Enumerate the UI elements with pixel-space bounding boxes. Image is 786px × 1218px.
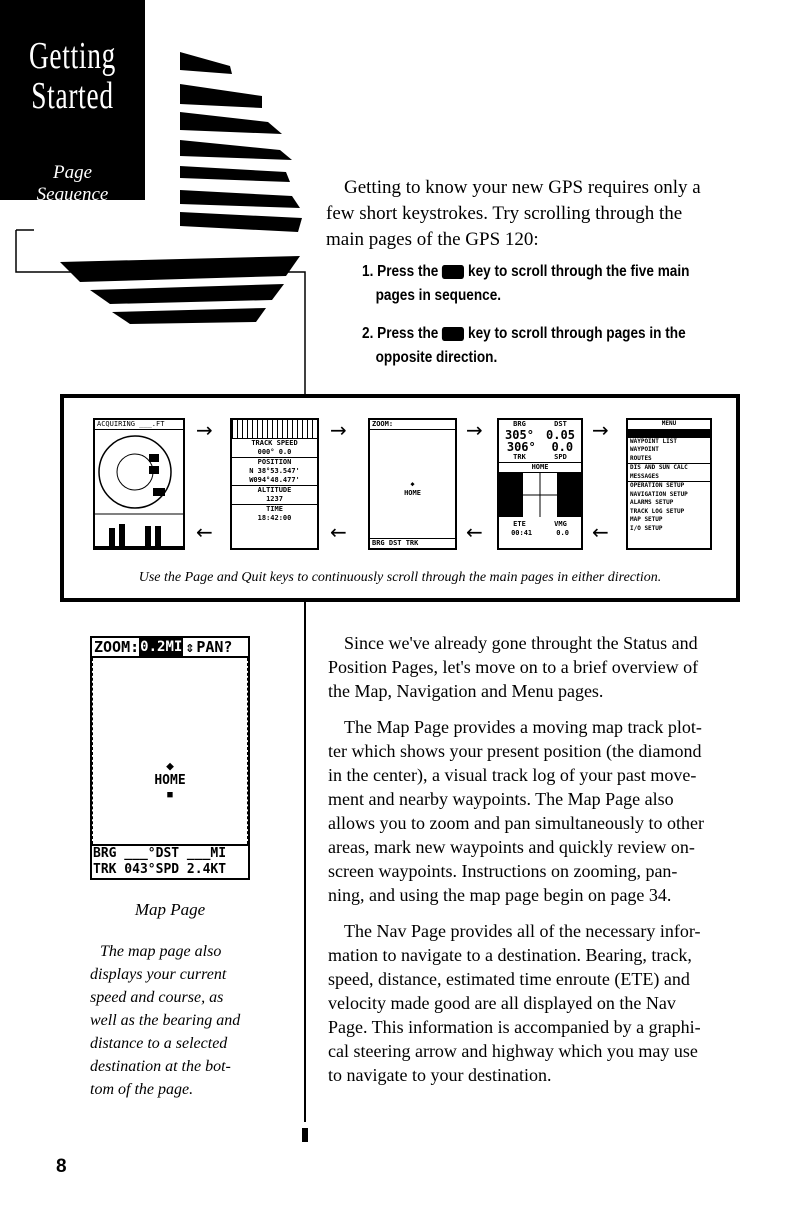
sidebar-line: The map page also <box>100 943 222 960</box>
lcd-text: 0.0 <box>551 440 574 454</box>
right-arrow-icon: → <box>592 418 609 442</box>
status-line: ACQUIRING ___.FT <box>95 420 183 430</box>
zoom-label: ZOOM: <box>94 638 140 656</box>
menu-item: ROUTES <box>630 454 652 462</box>
body-line: speed, distance, estimated time enroute (ETE) and <box>328 969 690 989</box>
up-down-icon: ⇕ <box>185 638 195 656</box>
paragraph <box>328 919 748 1087</box>
right-arrow-icon: → <box>196 418 213 442</box>
menu-item: TRACK LOG SETUP <box>630 507 685 515</box>
home-waypoint-label: HOME <box>154 773 186 788</box>
step-text: opposite direction. <box>375 349 498 366</box>
lcd-text: 1237 <box>266 495 283 503</box>
lcd-text: 18:42:00 <box>257 514 292 522</box>
step-text: pages in sequence. <box>375 287 502 304</box>
lcd-text: BRG <box>513 420 526 428</box>
body-line: to navigate to your destination. <box>328 1065 552 1085</box>
body-line: Since we've already gone throught the Status and <box>344 633 698 653</box>
map-page-screen-small <box>368 418 457 550</box>
paragraph <box>328 631 748 703</box>
sidebar-line: distance to a selected <box>90 1035 228 1052</box>
body-text <box>328 631 748 1087</box>
menu-item: MAP SETUP <box>630 516 663 523</box>
page-key-icon <box>442 265 464 279</box>
body-line: areas, mark new waypoints and quickly review on- <box>328 837 695 857</box>
column-divider <box>304 602 306 1122</box>
map-page-screen <box>90 636 250 880</box>
lcd-text: TIME <box>232 504 317 514</box>
body-line: Page. This information is accompanied by a graphi- <box>328 1017 701 1037</box>
menu-highlight <box>628 430 710 438</box>
bearing-distance-row: BRG ___°DST ___MI <box>93 846 227 861</box>
status-page-screen <box>93 418 185 550</box>
position-page-screen <box>230 418 319 550</box>
menu-item: NAVIGATION SETUP <box>630 490 688 498</box>
lcd-text: TRK <box>513 453 526 461</box>
sidebar-line: tom of the page. <box>90 1081 194 1098</box>
lcd-text: POSITION <box>232 457 317 467</box>
intro-paragraph <box>326 175 746 253</box>
intro-line: few short keystrokes. Try scrolling through the <box>326 203 683 224</box>
left-arrow-icon: ← <box>196 520 213 544</box>
step-2 <box>362 322 686 370</box>
sidebar-line: well as the bearing and <box>90 1012 241 1029</box>
menu-item: ALARMS SETUP <box>630 499 674 506</box>
menu-item: MESSAGES <box>630 472 659 480</box>
sidebar-line: destination at the bot- <box>90 1058 231 1075</box>
lcd-text: SPD <box>554 453 567 461</box>
section-subtitle-line1: Page <box>52 162 93 183</box>
step-1 <box>362 260 689 308</box>
lcd-text: ZOOM: <box>370 420 455 430</box>
highway-graphic <box>499 473 581 517</box>
map-area <box>92 658 248 844</box>
satellite-sky-view <box>95 430 183 548</box>
lcd-text: 000° <box>257 448 275 456</box>
menu-item: OPERATION SETUP <box>628 481 710 491</box>
body-line: ment and nearby waypoints. The Map Page also <box>328 789 674 809</box>
lcd-text: ETE <box>513 520 526 528</box>
step-text: 1. Press the <box>362 263 439 280</box>
column-divider-end <box>302 1128 308 1142</box>
zoom-value: 0.2MI <box>140 639 183 655</box>
menu-item: DIS AND SUN CALC <box>628 463 710 473</box>
lcd-text: BRG DST TRK <box>370 538 457 548</box>
step-text: key to scroll through the five main <box>468 263 690 280</box>
left-arrow-icon: ← <box>330 520 347 544</box>
intro-line: main pages of the GPS 120: <box>326 229 539 250</box>
globe-graphic <box>0 0 320 400</box>
section-title-line1: Getting <box>28 35 117 77</box>
diamond-icon: ◆ <box>410 480 415 488</box>
step-text: key to scroll through pages in the <box>468 325 686 342</box>
lcd-text: MENU <box>628 420 710 430</box>
lcd-text: DST <box>554 420 567 428</box>
intro-line: Getting to know your new GPS requires only a <box>344 177 701 198</box>
body-line: Position Pages, let's move on to a brief overview of <box>328 657 699 677</box>
sidebar-line: displays your current <box>90 966 227 983</box>
sidebar-description <box>90 940 260 1101</box>
map-page-caption: Map Page <box>134 900 206 919</box>
pan-label: PAN? <box>196 638 233 656</box>
lcd-text: 0.0 <box>278 448 292 456</box>
lcd-text: VMG <box>554 520 567 528</box>
compass-tape <box>232 420 317 439</box>
right-arrow-icon: → <box>330 418 347 442</box>
lcd-text: SPEED <box>276 439 298 447</box>
lcd-text: 0.05 <box>546 428 575 442</box>
right-arrow-icon: → <box>466 418 483 442</box>
waypoint-icon: ■ <box>167 790 173 800</box>
menu-item: WAYPOINT <box>630 446 659 453</box>
body-line: allows you to zoom and pan simultaneously to other <box>328 813 704 833</box>
left-arrow-icon: ← <box>466 520 483 544</box>
menu-item: I/O SETUP <box>630 524 663 532</box>
body-line: screen waypoints. Instructions on zooming, pan- <box>328 861 678 881</box>
menu-page-screen <box>626 418 712 550</box>
body-line: cal steering arrow and highway which you may use <box>328 1041 698 1061</box>
body-line: ter which shows your present position (the diamond <box>328 741 702 761</box>
track-speed-row: TRK 043°SPD 2.4KT <box>93 862 227 877</box>
figure-caption: Use the Page and Quit keys to continuously scroll through the main pages in either direction. <box>138 570 662 585</box>
paragraph <box>328 715 748 907</box>
body-line: the Map, Navigation and Menu pages. <box>328 681 604 701</box>
section-subtitle-line2: Sequence <box>36 184 109 205</box>
diamond-icon: ◆ <box>166 759 174 774</box>
body-line: ning, and using the map page begin on page 34. <box>328 885 672 905</box>
body-line: velocity made good are all displayed on the Nav <box>328 993 676 1013</box>
left-arrow-icon: ← <box>592 520 609 544</box>
body-line: mation to navigate to a destination. Bearing, track, <box>328 945 692 965</box>
lcd-text: ALTITUDE <box>232 485 317 495</box>
step-text: 2. Press the <box>362 325 439 342</box>
menu-item: WAYPOINT LIST <box>630 437 677 445</box>
lcd-text: TRACK <box>251 439 273 447</box>
nav-page-screen <box>497 418 583 550</box>
sidebar-line: speed and course, as <box>90 989 224 1006</box>
quit-key-icon <box>442 327 464 341</box>
lcd-text: 306° <box>506 440 536 454</box>
lcd-text: W094°48.477' <box>249 476 300 484</box>
lcd-text: 0.0 <box>556 529 569 537</box>
lcd-text: 305° <box>505 428 534 442</box>
body-line: The Map Page provides a moving map track plot- <box>344 717 702 737</box>
lcd-text: 00:41 <box>511 529 533 537</box>
lcd-text: HOME <box>404 489 421 497</box>
body-line: The Nav Page provides all of the necessary infor- <box>344 921 701 941</box>
section-title-line2: Started <box>31 75 114 117</box>
lcd-text: N 38°53.547' <box>249 467 300 475</box>
body-line: in the center), a visual track log of your past move- <box>328 765 697 785</box>
lcd-text: HOME <box>499 462 581 473</box>
page-number: 8 <box>56 1156 67 1177</box>
